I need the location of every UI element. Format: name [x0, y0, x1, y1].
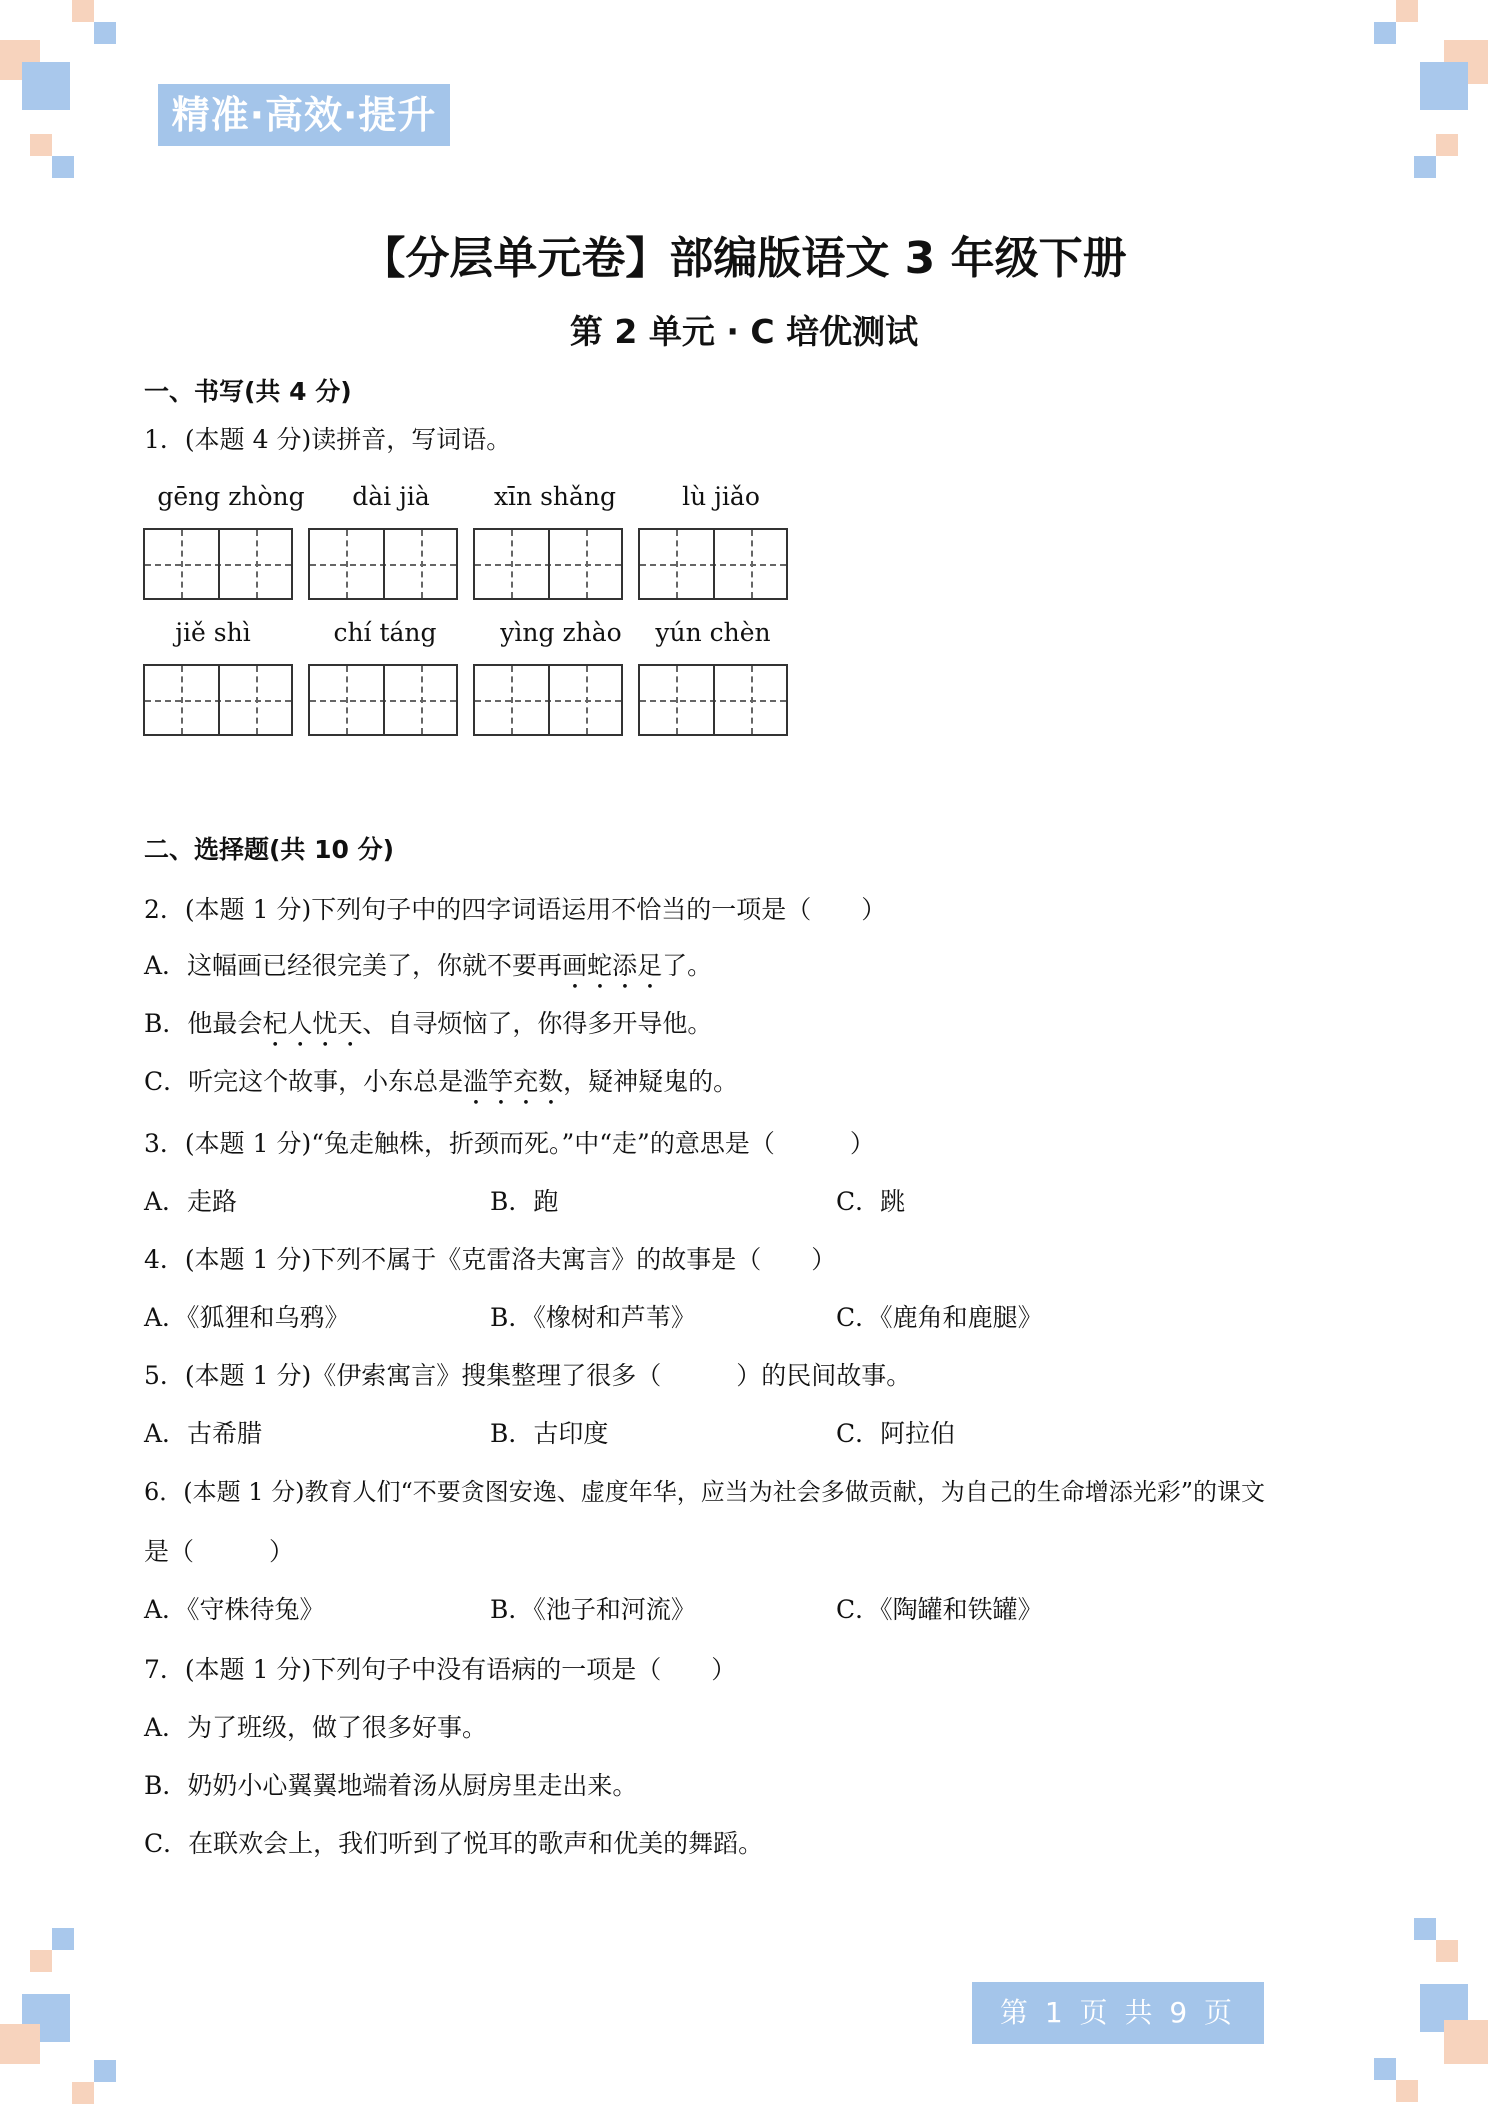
option-text: C．听完这个故事，小东总是: [144, 1067, 464, 1096]
question-7-option-a[interactable]: A．为了班级，做了很多好事。: [144, 1713, 488, 1742]
section-heading-choice: 二、选择题(共 10 分): [144, 835, 395, 864]
emphasized-idiom: 滥竽充数: [463, 1067, 564, 1096]
question-6-stem-cont: 是（ ）: [144, 1537, 295, 1566]
page-title: 【分层单元卷】部编版语文 3 年级下册: [361, 233, 1127, 284]
page-subtitle: 第 2 单元 · C 培优测试: [569, 312, 919, 351]
pinyin-label: lù jiǎo: [682, 482, 760, 511]
pinyin-label: dài jià: [352, 482, 430, 511]
brand-banner: 精准·高效·提升: [158, 84, 450, 146]
question-4-option-b[interactable]: B．《橡树和芦苇》: [490, 1303, 696, 1332]
question-2-option-b[interactable]: [144, 1004, 712, 1053]
writing-grid[interactable]: [638, 664, 788, 736]
writing-grid[interactable]: [638, 528, 788, 600]
question-6-option-a[interactable]: A．《守株待兔》: [144, 1595, 325, 1624]
question-5-option-a[interactable]: A．古希腊: [144, 1419, 263, 1448]
question-2-option-c[interactable]: [144, 1062, 738, 1111]
question-2-stem: 2．(本题 1 分)下列句子中的四字词语运用不恰当的一项是（ ）: [144, 895, 887, 924]
emphasized-idiom: 画蛇添足: [562, 951, 663, 980]
question-3-option-a[interactable]: A．走路: [144, 1187, 238, 1216]
pinyin-label: xīn shǎng: [493, 482, 617, 511]
question-7-option-c[interactable]: C．在联欢会上，我们听到了悦耳的歌声和优美的舞蹈。: [144, 1829, 764, 1858]
option-text: B．他最会: [144, 1009, 263, 1038]
question-6-option-b[interactable]: B．《池子和河流》: [490, 1595, 696, 1624]
writing-grid[interactable]: [143, 664, 293, 736]
option-text: 了。: [662, 951, 713, 980]
writing-grid[interactable]: [308, 664, 458, 736]
pinyin-label: chí táng: [333, 618, 437, 647]
writing-grid[interactable]: [143, 528, 293, 600]
pinyin-label: gēng zhòng: [157, 482, 305, 511]
question-4-option-a[interactable]: A．《狐狸和乌鸦》: [144, 1303, 350, 1332]
writing-grid[interactable]: [473, 528, 623, 600]
question-1-stem: 1．(本题 4 分)读拼音，写词语。: [144, 425, 512, 454]
question-4-stem: 4．(本题 1 分)下列不属于《克雷洛夫寓言》的故事是（ ）: [144, 1245, 837, 1274]
question-5-option-b[interactable]: B．古印度: [490, 1419, 609, 1448]
question-7-stem: 7．(本题 1 分)下列句子中没有语病的一项是（ ）: [144, 1655, 737, 1684]
question-6-stem: 6．(本题 1 分)教育人们“不要贪图安逸、虚度年华，应当为社会多做贡献，为自己的生命增添光彩”的课文: [144, 1478, 1266, 1506]
question-5-stem: 5．(本题 1 分)《伊索寓言》搜集整理了很多（ ）的民间故事。: [144, 1361, 912, 1390]
page-indicator: 第 1 页 共 9 页: [972, 1982, 1264, 2044]
option-text: 、自寻烦恼了，你得多开导他。: [362, 1009, 713, 1038]
question-7-option-b[interactable]: B．奶奶小心翼翼地端着汤从厨房里走出来。: [144, 1771, 638, 1800]
option-text: A．这幅画已经很完美了，你就不要再: [144, 951, 563, 980]
question-4-option-c[interactable]: C．《鹿角和鹿腿》: [836, 1303, 1043, 1332]
question-6-option-c[interactable]: C．《陶罐和铁罐》: [836, 1595, 1043, 1624]
option-text: ，疑神疑鬼的。: [563, 1067, 739, 1096]
writing-grid[interactable]: [308, 528, 458, 600]
question-5-option-c[interactable]: C．阿拉伯: [836, 1419, 956, 1448]
pinyin-label: yún chèn: [655, 618, 771, 647]
question-3-stem: 3．(本题 1 分)“兔走触株，折颈而死。”中“走”的意思是（ ）: [144, 1129, 875, 1158]
pinyin-label: yìng zhào: [500, 618, 622, 647]
section-heading-writing: 一、书写(共 4 分): [144, 377, 352, 406]
question-2-option-a[interactable]: [144, 946, 712, 995]
writing-grid[interactable]: [473, 664, 623, 736]
question-3-option-c[interactable]: C．跳: [836, 1187, 906, 1216]
pinyin-label: jiě shì: [175, 618, 251, 647]
question-3-option-b[interactable]: B．跑: [490, 1187, 559, 1216]
emphasized-idiom: 杞人忧天: [262, 1009, 363, 1038]
